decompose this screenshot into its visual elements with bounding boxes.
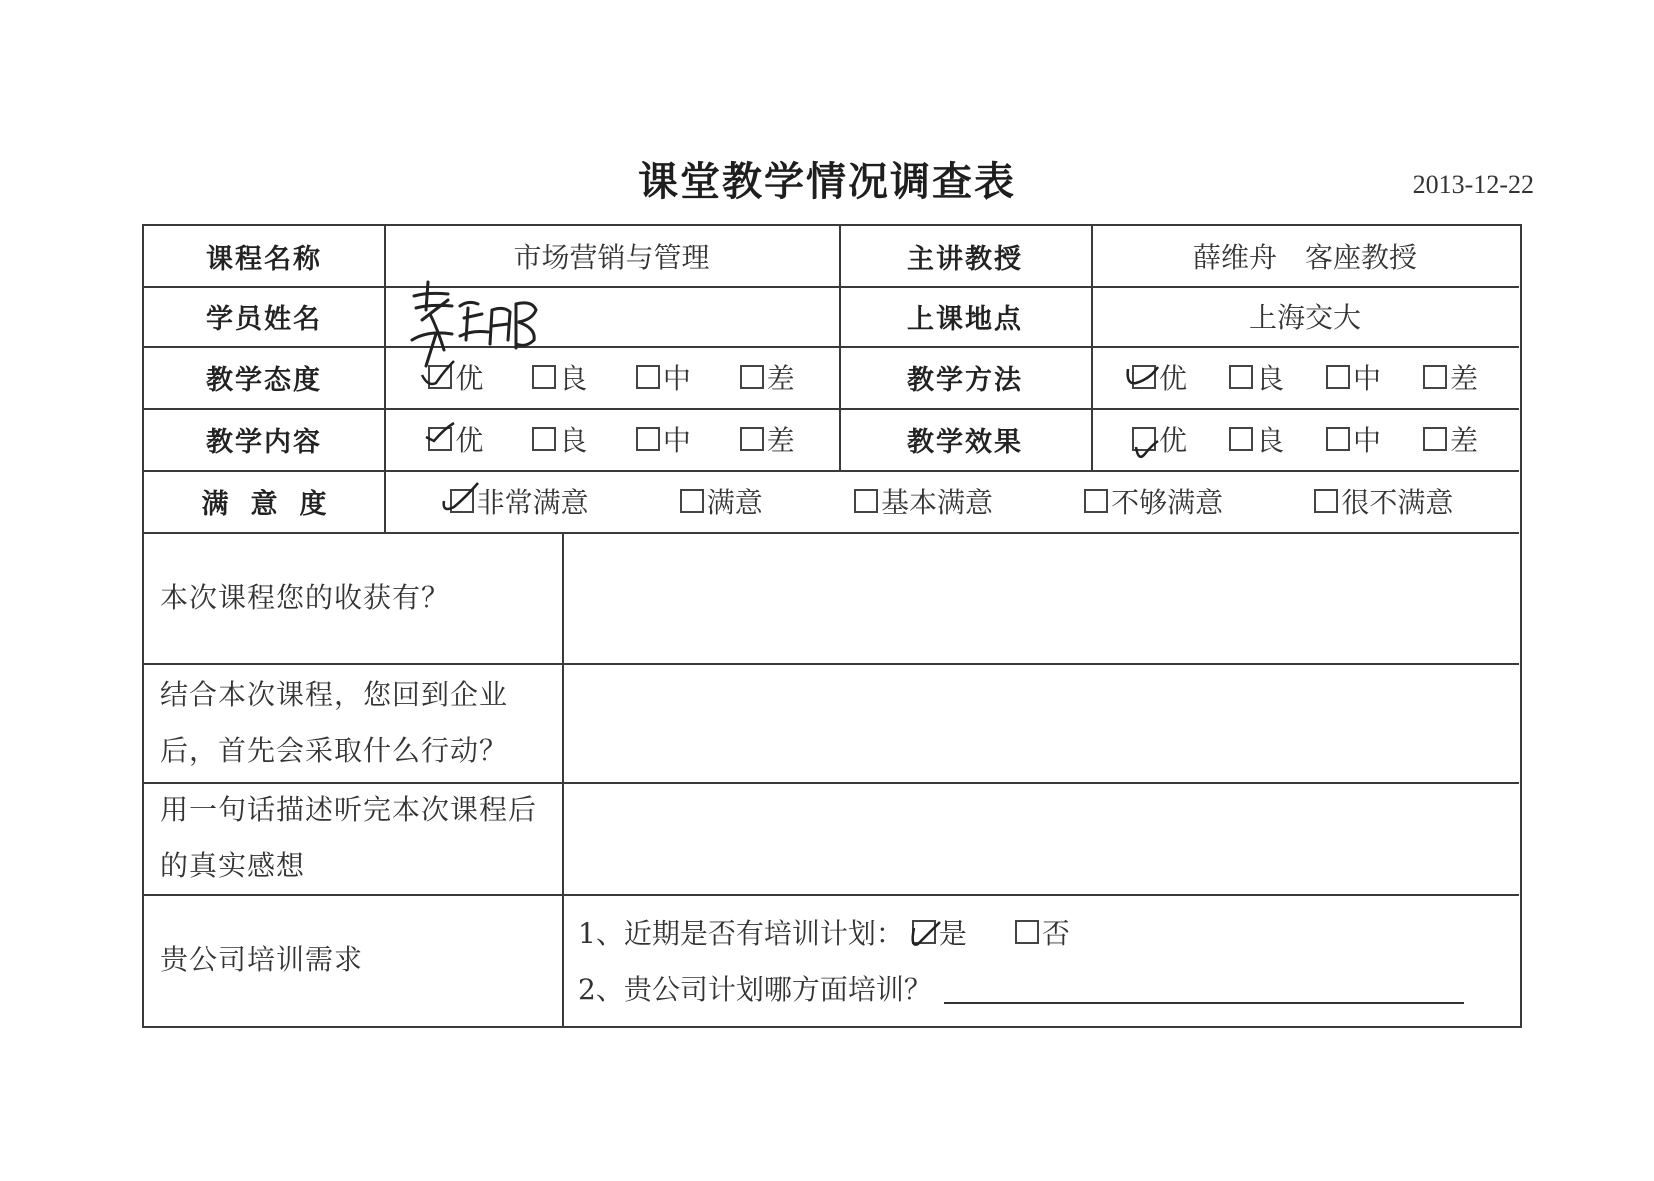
checkbox[interactable] — [428, 427, 452, 451]
option-no[interactable]: 否 — [1015, 912, 1070, 952]
checkmark-icon — [902, 908, 942, 948]
survey-form — [142, 224, 1522, 1028]
answer-gains[interactable] — [562, 532, 1519, 663]
teaching-attitude-label: 教学态度 — [206, 364, 322, 396]
option-average[interactable]: 中 — [1326, 419, 1381, 459]
teaching-content-options — [384, 408, 839, 470]
checkbox[interactable] — [912, 920, 936, 944]
teaching-effect-label: 教学效果 — [907, 426, 1023, 458]
option-good[interactable]: 良 — [1229, 419, 1284, 459]
question-actions: 结合本次课程，您回到企业后，首先会采取什么行动？ — [160, 677, 509, 767]
checkbox[interactable] — [740, 427, 764, 451]
training-area-line: 2、贵公司计划哪方面培训？ — [578, 960, 1464, 1016]
checkbox[interactable] — [450, 489, 474, 513]
teaching-method-label: 教学方法 — [907, 364, 1023, 396]
course-name-label: 课程名称 — [206, 243, 322, 275]
option-very-satisfied[interactable]: 非常满意 — [450, 481, 589, 521]
teaching-effect-options — [1091, 408, 1519, 470]
satisfaction-label: 满意度 — [201, 488, 349, 520]
handwritten-signature — [408, 270, 558, 370]
professor-value: 薛维舟 客座教授 — [1192, 241, 1417, 274]
option-excellent[interactable]: 优 — [428, 357, 483, 397]
option-poor[interactable]: 差 — [1423, 357, 1478, 397]
option-poor[interactable]: 差 — [740, 357, 795, 397]
checkmark-icon — [1122, 353, 1162, 393]
checkbox[interactable] — [854, 489, 878, 513]
checkbox[interactable] — [1084, 489, 1108, 513]
option-not-satisfied[interactable]: 不够满意 — [1084, 481, 1223, 521]
option-good[interactable]: 良 — [532, 357, 587, 397]
option-average[interactable]: 中 — [1326, 357, 1381, 397]
answer-feeling[interactable] — [562, 782, 1519, 894]
teaching-method-options — [1091, 346, 1519, 408]
professor-label: 主讲教授 — [907, 243, 1023, 275]
form-date: 2013-12-22 — [1412, 170, 1534, 199]
checkbox[interactable] — [636, 427, 660, 451]
checkmark-icon — [418, 415, 458, 455]
option-poor[interactable]: 差 — [1423, 419, 1478, 459]
checkbox[interactable] — [1314, 489, 1338, 513]
option-excellent[interactable]: 优 — [1132, 419, 1187, 459]
checkbox[interactable] — [1229, 427, 1253, 451]
training-area-input[interactable] — [944, 972, 1464, 1004]
checkbox[interactable] — [1015, 920, 1039, 944]
option-good[interactable]: 良 — [1229, 357, 1284, 397]
checkmark-icon — [1122, 415, 1162, 455]
question-gains: 本次课程您的收获有？ — [160, 580, 451, 614]
form-title: 课堂教学情况调查表 — [638, 159, 1016, 205]
checkbox[interactable] — [740, 365, 764, 389]
satisfaction-options — [384, 470, 1519, 532]
option-basically-satisfied[interactable]: 基本满意 — [854, 481, 993, 521]
option-satisfied[interactable]: 满意 — [680, 481, 763, 521]
checkbox[interactable] — [532, 427, 556, 451]
option-average[interactable]: 中 — [636, 357, 691, 397]
option-good[interactable]: 良 — [532, 419, 587, 459]
checkbox[interactable] — [1423, 427, 1447, 451]
answer-actions[interactable] — [562, 663, 1519, 782]
checkmark-icon — [440, 477, 480, 517]
student-name-label: 学员姓名 — [206, 303, 322, 335]
training-needs-answers — [562, 894, 1519, 1026]
location-value: 上海交大 — [1248, 301, 1361, 334]
option-yes[interactable]: 是 — [912, 912, 967, 952]
option-average[interactable]: 中 — [636, 419, 691, 459]
checkbox[interactable] — [680, 489, 704, 513]
checkbox[interactable] — [1132, 427, 1156, 451]
training-plan-line: 1、近期是否有培训计划： 是 否 — [578, 904, 1070, 960]
checkbox[interactable] — [1326, 427, 1350, 451]
checkbox[interactable] — [636, 365, 660, 389]
question-feeling: 用一句话描述听完本次课程后的真实感想 — [160, 793, 538, 882]
option-very-dissatisfied[interactable]: 很不满意 — [1314, 481, 1453, 521]
checkbox[interactable] — [1132, 365, 1156, 389]
option-excellent[interactable]: 优 — [428, 419, 483, 459]
checkbox[interactable] — [1326, 365, 1350, 389]
location-label: 上课地点 — [907, 303, 1023, 335]
question-training-needs: 贵公司培训需求 — [160, 943, 364, 976]
checkbox[interactable] — [1423, 365, 1447, 389]
option-poor[interactable]: 差 — [740, 419, 795, 459]
teaching-content-label: 教学内容 — [206, 426, 322, 458]
checkbox[interactable] — [1229, 365, 1253, 389]
option-excellent[interactable]: 优 — [1132, 357, 1187, 397]
course-name-value: 市场营销与管理 — [513, 241, 710, 274]
